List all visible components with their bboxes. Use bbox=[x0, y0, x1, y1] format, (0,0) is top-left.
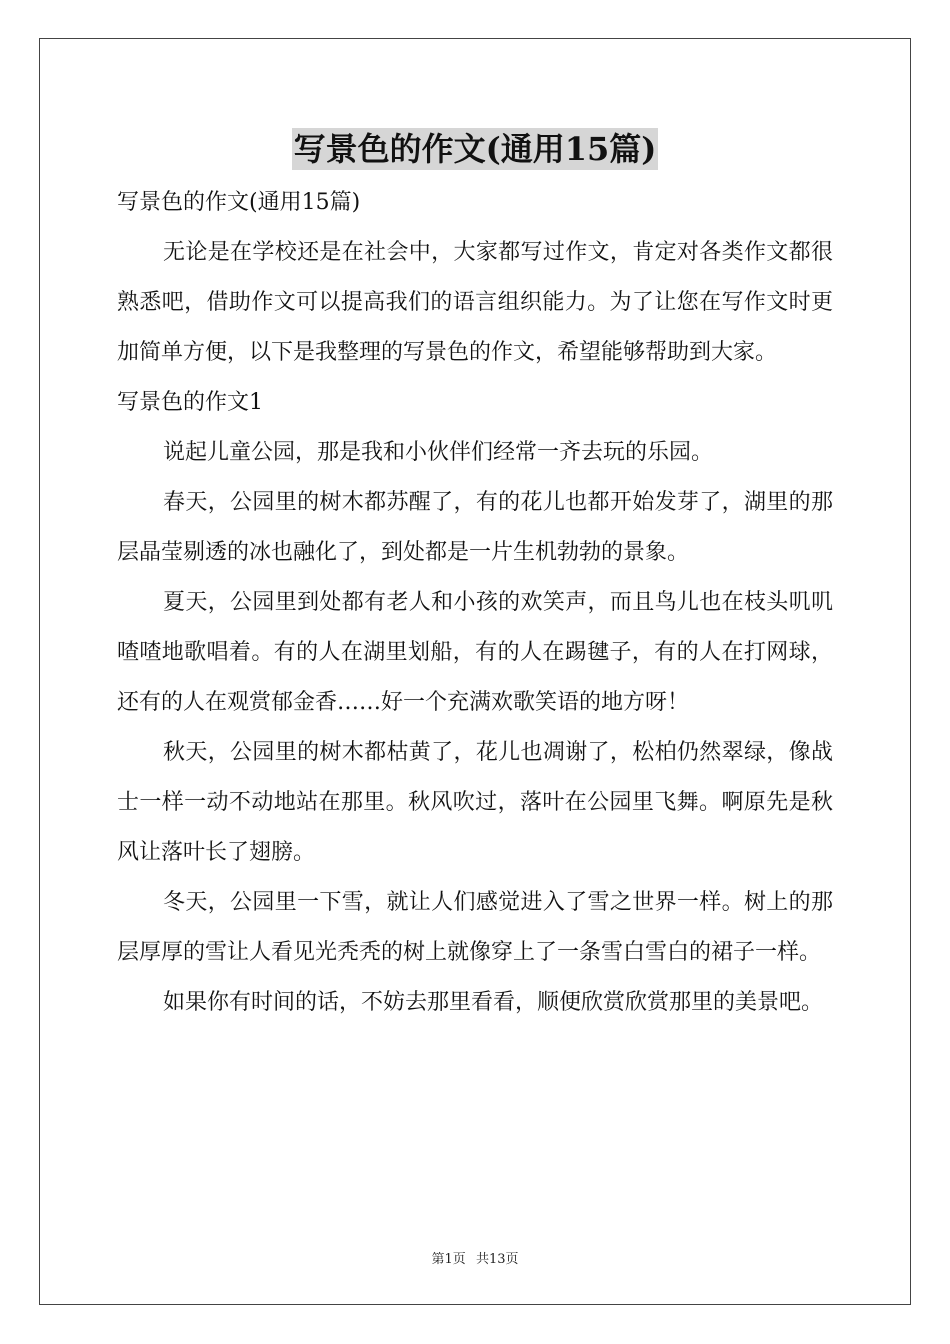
title-container bbox=[0, 128, 950, 170]
paragraph-autumn: 秋天，公园里的树木都枯黄了，花儿也凋谢了，松柏仍然翠绿，像战士一样一动不动地站在那里。秋风吹过，落叶在公园里飞舞。啊原先是秋风让落叶长了翅膀。 bbox=[117, 740, 833, 865]
paragraph-winter: 冬天，公园里一下雪，就让人们感觉进入了雪之世界一样。树上的那层厚厚的雪让人看见光秃秃的树上就像穿上了一条雪白雪白的裙子一样。 bbox=[117, 890, 833, 965]
page-number: 第1页 bbox=[431, 1252, 466, 1267]
intro-paragraph: 无论是在学校还是在社会中，大家都写过作文，肯定对各类作文都很熟悉吧，借助作文可以提高我们的语言组织能力。为了让您在写作文时更加简单方便，以下是我整理的写景色的作文，希望能够帮助到大家。 bbox=[117, 240, 833, 365]
page-total: 共13页 bbox=[475, 1252, 519, 1267]
page-footer bbox=[0, 1248, 950, 1267]
paragraph-summer: 夏天，公园里到处都有老人和小孩的欢笑声，而且鸟儿也在枝头叽叽喳喳地歌唱着。有的人在湖里划船，有的人在踢毽子，有的人在打网球，还有的人在观赏郁金香……好一个充满欢歌笑语的地方呀！ bbox=[117, 590, 833, 715]
document-title: 写景色的作文(通用15篇) bbox=[293, 130, 657, 168]
document-body bbox=[117, 178, 833, 1028]
paragraph-park: 说起儿童公园，那是我和小伙伴们经常一齐去玩的乐园。 bbox=[163, 440, 714, 465]
section-heading: 写景色的作文1 bbox=[117, 390, 263, 415]
paragraph-spring: 春天，公园里的树木都苏醒了，有的花儿也都开始发芽了，湖里的那层晶莹剔透的冰也融化了，到处都是一片生机勃勃的景象。 bbox=[117, 490, 833, 565]
paragraph-closing: 如果你有时间的话，不妨去那里看看，顺便欣赏欣赏那里的美景吧。 bbox=[163, 990, 824, 1015]
document-subtitle: 写景色的作文(通用15篇) bbox=[117, 190, 361, 215]
